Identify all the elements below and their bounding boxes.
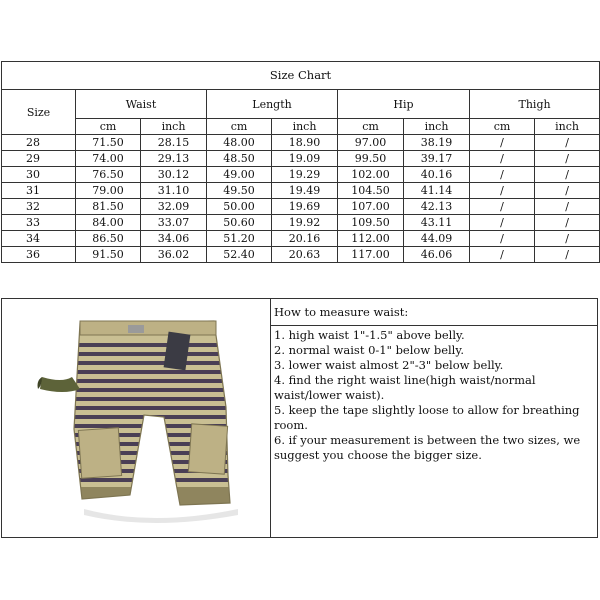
shorts-stripe <box>62 406 242 410</box>
measure-cell: 79.00 <box>76 183 141 199</box>
measure-cell: / <box>470 231 535 247</box>
size-cell: 36 <box>2 247 76 263</box>
measure-cell: / <box>535 199 600 215</box>
measure-cell: 49.50 <box>207 183 272 199</box>
measure-cell: 40.16 <box>404 167 470 183</box>
size-row <box>2 231 600 247</box>
measure-cell: 117.00 <box>338 247 404 263</box>
size-chart-title: Size Chart <box>2 62 600 90</box>
measure-cell: / <box>535 231 600 247</box>
measure-cell: 20.63 <box>272 247 338 263</box>
unit-header: cm <box>207 119 272 135</box>
measure-cell: 99.50 <box>338 151 404 167</box>
measure-cell: / <box>470 135 535 151</box>
measure-cell: 107.00 <box>338 199 404 215</box>
size-cell: 33 <box>2 215 76 231</box>
size-row <box>2 167 600 183</box>
measure-cell: 39.17 <box>404 151 470 167</box>
measure-cell: 81.50 <box>76 199 141 215</box>
measure-cell: 18.90 <box>272 135 338 151</box>
measure-cell: 31.10 <box>141 183 207 199</box>
measure-cell: 36.02 <box>141 247 207 263</box>
unit-header: inch <box>141 119 207 135</box>
guide-item: 1. high waist 1"-1.5" above belly. <box>274 328 465 342</box>
thigh-group-header: Thigh <box>470 90 600 119</box>
shorts-stripe <box>62 361 242 365</box>
guide-item: 6. if your measurement is between the two sizes, we suggest you choose the bigger size. <box>274 433 581 462</box>
measure-cell: 38.19 <box>404 135 470 151</box>
measure-cell: / <box>470 167 535 183</box>
measure-cell: 29.13 <box>141 151 207 167</box>
measure-cell: 19.09 <box>272 151 338 167</box>
measure-cell: 43.11 <box>404 215 470 231</box>
measure-cell: 104.50 <box>338 183 404 199</box>
measure-cell: / <box>535 151 600 167</box>
unit-header: inch <box>535 119 600 135</box>
measure-cell: 50.60 <box>207 215 272 231</box>
unit-header: cm <box>470 119 535 135</box>
measure-cell: 48.00 <box>207 135 272 151</box>
shorts-stripe <box>62 343 242 347</box>
hip-group-header: Hip <box>338 90 470 119</box>
measure-cell: 19.49 <box>272 183 338 199</box>
measure-cell: 102.00 <box>338 167 404 183</box>
shorts-stripe <box>62 388 242 392</box>
measure-cell: 48.50 <box>207 151 272 167</box>
measure-cell: / <box>470 215 535 231</box>
size-rows <box>2 135 600 263</box>
measure-cell: 20.16 <box>272 231 338 247</box>
shorts-stripe <box>62 478 242 482</box>
measure-cell: / <box>535 183 600 199</box>
measure-cell: 41.14 <box>404 183 470 199</box>
measure-cell: 109.50 <box>338 215 404 231</box>
size-cell: 29 <box>2 151 76 167</box>
measure-cell: / <box>535 135 600 151</box>
measure-cell: 86.50 <box>76 231 141 247</box>
size-row <box>2 247 600 263</box>
measure-cell: 42.13 <box>404 199 470 215</box>
size-cell: 32 <box>2 199 76 215</box>
measure-cell: / <box>470 247 535 263</box>
size-chart-table <box>1 61 600 263</box>
waist-group-header: Waist <box>76 90 207 119</box>
measure-cell: 49.00 <box>207 167 272 183</box>
unit-header: inch <box>404 119 470 135</box>
product-info-panel <box>1 298 598 538</box>
measure-guide-list <box>271 326 597 463</box>
measure-cell: / <box>535 215 600 231</box>
measure-guide-heading: How to measure waist: <box>271 299 597 326</box>
guide-item: 4. find the right waist line(high waist/normal waist/lower waist). <box>274 373 536 402</box>
measure-cell: 74.00 <box>76 151 141 167</box>
guide-item: 5. keep the tape slightly loose to allow for breathing room. <box>274 403 580 432</box>
cargo-shorts-image <box>2 299 270 537</box>
measure-cell: 44.09 <box>404 231 470 247</box>
size-row <box>2 199 600 215</box>
shorts-stripe <box>62 379 242 383</box>
measure-cell: / <box>535 167 600 183</box>
unit-header: inch <box>272 119 338 135</box>
measure-cell: / <box>470 183 535 199</box>
guide-item: 3. lower waist almost 2"-3" below belly. <box>274 358 504 372</box>
measure-cell: 34.06 <box>141 231 207 247</box>
measure-cell: 33.07 <box>141 215 207 231</box>
size-cell: 31 <box>2 183 76 199</box>
size-row <box>2 135 600 151</box>
unit-header: cm <box>76 119 141 135</box>
measure-cell: 30.12 <box>141 167 207 183</box>
measure-cell: 19.29 <box>272 167 338 183</box>
measure-cell: 32.09 <box>141 199 207 215</box>
measure-guide <box>271 299 597 537</box>
shorts-stripe <box>62 370 242 374</box>
size-column-header: Size <box>2 90 76 135</box>
size-cell: 34 <box>2 231 76 247</box>
measure-cell: 71.50 <box>76 135 141 151</box>
measure-cell: 46.06 <box>404 247 470 263</box>
measure-cell: / <box>470 151 535 167</box>
measure-cell: 91.50 <box>76 247 141 263</box>
measure-cell: 97.00 <box>338 135 404 151</box>
product-photo <box>2 299 271 537</box>
measure-cell: 112.00 <box>338 231 404 247</box>
measure-cell: 84.00 <box>76 215 141 231</box>
measure-cell: 76.50 <box>76 167 141 183</box>
measure-cell: 28.15 <box>141 135 207 151</box>
measure-cell: 19.92 <box>272 215 338 231</box>
size-row <box>2 215 600 231</box>
measure-cell: 19.69 <box>272 199 338 215</box>
measure-cell: 50.00 <box>207 199 272 215</box>
measure-cell: / <box>470 199 535 215</box>
guide-item: 2. normal waist 0-1" below belly. <box>274 343 464 357</box>
size-row <box>2 183 600 199</box>
size-cell: 28 <box>2 135 76 151</box>
shorts-stripe <box>62 397 242 401</box>
shorts-stripe <box>62 352 242 356</box>
size-cell: 30 <box>2 167 76 183</box>
unit-header: cm <box>338 119 404 135</box>
length-group-header: Length <box>207 90 338 119</box>
size-row <box>2 151 600 167</box>
measure-cell: 52.40 <box>207 247 272 263</box>
measure-cell: 51.20 <box>207 231 272 247</box>
measure-cell: / <box>535 247 600 263</box>
